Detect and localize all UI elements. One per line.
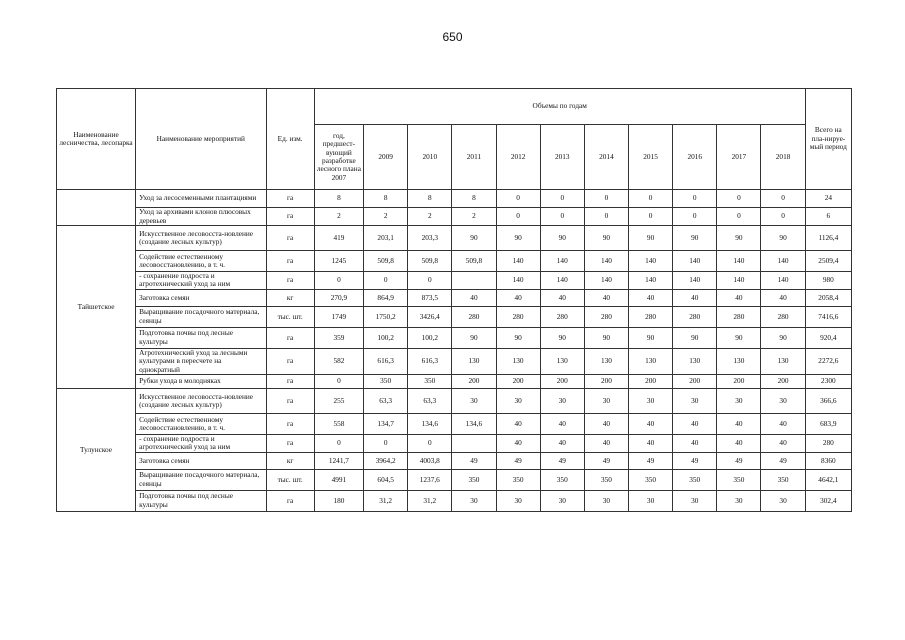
unit-cell: га [266,413,314,434]
value-cell: 49 [584,452,628,469]
value-cell: 8 [452,190,496,208]
value-cell: 49 [761,452,805,469]
value-cell: 40 [584,413,628,434]
value-cell: 180 [314,490,363,511]
value-cell: 203,3 [408,226,452,251]
value-cell: 90 [761,226,805,251]
header-year: 2014 [584,125,628,190]
value-cell: 0 [496,190,540,208]
value-cell: 0 [717,208,761,226]
value-cell: 359 [314,327,363,348]
value-cell: 280 [673,306,717,327]
value-cell: 90 [584,226,628,251]
value-cell: 1245 [314,251,363,272]
value-cell: 0 [761,190,805,208]
value-cell: 873,5 [408,289,452,306]
table-row [57,306,852,327]
value-cell: 280 [496,306,540,327]
value-cell: 90 [496,327,540,348]
value-cell: 63,3 [364,388,408,413]
header-year: 2012 [496,125,540,190]
table-row [57,469,852,490]
value-cell: 100,2 [364,327,408,348]
unit-cell: га [266,226,314,251]
total-cell: 2272,6 [805,348,851,374]
value-cell: 0 [584,208,628,226]
value-cell: 616,3 [408,348,452,374]
value-cell: 130 [629,348,673,374]
header-year: 2010 [408,125,452,190]
value-cell: 4991 [314,469,363,490]
value-cell: 280 [452,306,496,327]
value-cell: 0 [673,190,717,208]
value-cell: 0 [314,374,363,388]
value-cell: 30 [673,388,717,413]
value-cell: 350 [496,469,540,490]
activity-name: Искусственное лесовосста-новление (создание лесных культур) [136,226,266,251]
value-cell: 134,6 [408,413,452,434]
value-cell: 2 [408,208,452,226]
total-cell: 920,4 [805,327,851,348]
value-cell: 90 [452,226,496,251]
table-row [57,289,852,306]
value-cell: 350 [673,469,717,490]
value-cell: 200 [717,374,761,388]
value-cell [452,272,496,290]
value-cell: 140 [629,251,673,272]
value-cell: 350 [629,469,673,490]
value-cell: 280 [629,306,673,327]
value-cell: 30 [629,388,673,413]
value-cell: 49 [540,452,584,469]
activity-name: Выращивание посадочного материала, сеянцы [136,469,266,490]
value-cell: 134,6 [452,413,496,434]
value-cell: 30 [761,490,805,511]
value-cell: 200 [629,374,673,388]
value-cell: 30 [496,490,540,511]
total-cell: 1126,4 [805,226,851,251]
table-row [57,190,852,208]
value-cell: 30 [540,490,584,511]
activity-name: Подготовка почвы под лесные культуры [136,490,266,511]
total-cell: 980 [805,272,851,290]
total-cell: 280 [805,434,851,452]
total-cell: 4642,1 [805,469,851,490]
value-cell: 63,3 [408,388,452,413]
value-cell: 0 [540,208,584,226]
value-cell: 509,8 [364,251,408,272]
table-row [57,434,852,452]
value-cell: 1749 [314,306,363,327]
value-cell: 40 [761,434,805,452]
value-cell: 140 [496,272,540,290]
value-cell: 40 [629,434,673,452]
total-cell: 683,9 [805,413,851,434]
value-cell: 280 [761,306,805,327]
value-cell: 30 [496,388,540,413]
value-cell: 2 [314,208,363,226]
table-row [57,388,852,413]
value-cell: 2 [452,208,496,226]
unit-cell: га [266,272,314,290]
value-cell: 134,7 [364,413,408,434]
value-cell: 30 [629,490,673,511]
value-cell: 0 [540,190,584,208]
header-forestry: Наименование лесничества, лесопарка [57,89,136,190]
value-cell: 90 [452,327,496,348]
value-cell: 30 [452,388,496,413]
value-cell: 40 [540,413,584,434]
value-cell: 558 [314,413,363,434]
value-cell: 49 [673,452,717,469]
value-cell: 255 [314,388,363,413]
value-cell: 200 [452,374,496,388]
total-cell: 6 [805,208,851,226]
value-cell: 0 [761,208,805,226]
value-cell: 90 [496,226,540,251]
value-cell: 8 [364,190,408,208]
value-cell: 40 [761,413,805,434]
total-cell: 366,6 [805,388,851,413]
value-cell: 3964,2 [364,452,408,469]
value-cell: 30 [761,388,805,413]
value-cell: 30 [717,388,761,413]
value-cell: 40 [717,434,761,452]
unit-cell: га [266,208,314,226]
value-cell: 90 [540,327,584,348]
table-row [57,413,852,434]
value-cell: 130 [496,348,540,374]
value-cell: 90 [673,226,717,251]
value-cell: 0 [629,190,673,208]
value-cell: 30 [540,388,584,413]
value-cell: 40 [761,289,805,306]
value-cell: 350 [540,469,584,490]
value-cell: 200 [540,374,584,388]
table-row [57,452,852,469]
value-cell: 140 [496,251,540,272]
header-year: 2009 [364,125,408,190]
value-cell: 0 [629,208,673,226]
value-cell: 130 [717,348,761,374]
forestry-name: Тайшетское [57,226,136,389]
table-row [57,208,852,226]
value-cell: 0 [364,434,408,452]
value-cell: 0 [314,272,363,290]
table-row [57,272,852,290]
value-cell: 130 [584,348,628,374]
value-cell: 40 [452,289,496,306]
header-total: Всего на пла-нируе-мый период [805,89,851,190]
value-cell: 1750,2 [364,306,408,327]
unit-cell: га [266,434,314,452]
value-cell: 616,3 [364,348,408,374]
total-cell: 302,4 [805,490,851,511]
value-cell: 0 [314,434,363,452]
unit-cell: га [266,490,314,511]
unit-cell: тыс. шт. [266,469,314,490]
value-cell: 40 [496,289,540,306]
activity-name: Выращивание посадочного материала, сеянцы [136,306,266,327]
total-cell: 8360 [805,452,851,469]
value-cell: 40 [673,289,717,306]
value-cell: 90 [540,226,584,251]
value-cell: 0 [717,190,761,208]
value-cell: 31,2 [408,490,452,511]
page-number: 650 [442,30,463,44]
header-year: 2016 [673,125,717,190]
value-cell: 604,5 [364,469,408,490]
value-cell: 4003,8 [408,452,452,469]
value-cell: 8 [314,190,363,208]
value-cell: 140 [761,272,805,290]
activity-name: Агротехнический уход за лесными культурами в пересчете на однократный [136,348,266,374]
table-row [57,374,852,388]
value-cell [452,434,496,452]
value-cell: 140 [673,272,717,290]
value-cell: 130 [673,348,717,374]
table-row [57,348,852,374]
value-cell: 40 [496,434,540,452]
value-cell: 509,8 [408,251,452,272]
unit-cell: га [266,348,314,374]
value-cell: 40 [496,413,540,434]
value-cell: 509,8 [452,251,496,272]
value-cell: 280 [540,306,584,327]
value-cell: 0 [408,434,452,452]
value-cell: 864,9 [364,289,408,306]
value-cell: 49 [496,452,540,469]
header-activity: Наименование мероприятий [136,89,266,190]
value-cell: 140 [584,251,628,272]
table-row [57,251,852,272]
table-row [57,490,852,511]
value-cell: 90 [717,226,761,251]
value-cell: 31,2 [364,490,408,511]
value-cell: 30 [717,490,761,511]
value-cell: 140 [629,272,673,290]
value-cell: 350 [364,374,408,388]
value-cell: 30 [584,388,628,413]
value-cell: 49 [717,452,761,469]
value-cell: 30 [673,490,717,511]
activity-name: Рубки ухода в молодняках [136,374,266,388]
value-cell: 40 [584,289,628,306]
header-volumes: Объемы по годам [314,89,805,125]
value-cell: 40 [540,289,584,306]
value-cell: 140 [540,251,584,272]
value-cell: 200 [496,374,540,388]
value-cell: 350 [584,469,628,490]
value-cell: 280 [584,306,628,327]
value-cell: 90 [673,327,717,348]
value-cell: 140 [717,272,761,290]
unit-cell: га [266,374,314,388]
value-cell: 280 [717,306,761,327]
unit-cell: га [266,190,314,208]
table-row [57,327,852,348]
value-cell: 0 [364,272,408,290]
activity-name: Содействие естественному лесовосстановлению, в т. ч. [136,251,266,272]
header-prev-year: год, предшест-вующий разработке лесного плана 2007 [314,125,363,190]
unit-cell: тыс. шт. [266,306,314,327]
value-cell: 140 [584,272,628,290]
value-cell: 0 [673,208,717,226]
value-cell: 130 [761,348,805,374]
total-cell: 2509,4 [805,251,851,272]
unit-cell: га [266,388,314,413]
value-cell: 40 [673,413,717,434]
header-year: 2013 [540,125,584,190]
value-cell: 1237,6 [408,469,452,490]
header-year: 2015 [629,125,673,190]
value-cell: 49 [629,452,673,469]
total-cell: 2058,4 [805,289,851,306]
total-cell: 24 [805,190,851,208]
activity-name: Искусственное лесовосста-новление (создание лесных культур) [136,388,266,413]
value-cell: 40 [584,434,628,452]
value-cell: 200 [761,374,805,388]
value-cell: 140 [717,251,761,272]
value-cell: 90 [761,327,805,348]
value-cell: 203,1 [364,226,408,251]
value-cell: 270,9 [314,289,363,306]
header-unit: Ед. изм. [266,89,314,190]
value-cell: 140 [761,251,805,272]
value-cell: 0 [584,190,628,208]
value-cell: 3426,4 [408,306,452,327]
value-cell: 90 [629,226,673,251]
unit-cell: га [266,251,314,272]
value-cell: 49 [452,452,496,469]
value-cell: 100,2 [408,327,452,348]
activity-name: - сохранение подроста и агротехнический уход за ним [136,434,266,452]
value-cell: 350 [761,469,805,490]
value-cell: 0 [496,208,540,226]
value-cell: 90 [717,327,761,348]
value-cell: 40 [540,434,584,452]
activity-name: Заготовка семян [136,452,266,469]
activity-name: Содействие естественному лесовосстановлению, в т. ч. [136,413,266,434]
activity-name: - сохранение подроста и агротехнический уход за ним [136,272,266,290]
activity-name: Уход за лесосеменными плантациями [136,190,266,208]
total-cell: 7416,6 [805,306,851,327]
unit-cell: кг [266,452,314,469]
value-cell: 350 [717,469,761,490]
value-cell: 350 [408,374,452,388]
value-cell: 350 [452,469,496,490]
value-cell: 1241,7 [314,452,363,469]
value-cell: 40 [629,413,673,434]
value-cell: 40 [717,413,761,434]
value-cell: 30 [584,490,628,511]
value-cell: 419 [314,226,363,251]
value-cell: 130 [452,348,496,374]
activity-name: Уход за архивами клонов плюсовых деревьев [136,208,266,226]
header-year: 2011 [452,125,496,190]
value-cell: 200 [673,374,717,388]
forest-plan-table [56,88,852,512]
forestry-name [57,190,136,226]
value-cell: 2 [364,208,408,226]
value-cell: 40 [629,289,673,306]
total-cell: 2300 [805,374,851,388]
value-cell: 90 [584,327,628,348]
table-row [57,226,852,251]
value-cell: 130 [540,348,584,374]
value-cell: 0 [408,272,452,290]
unit-cell: га [266,327,314,348]
header-year: 2018 [761,125,805,190]
value-cell: 8 [408,190,452,208]
activity-name: Подготовка почвы под лесные культуры [136,327,266,348]
forestry-name: Тулунское [57,388,136,511]
value-cell: 582 [314,348,363,374]
value-cell: 200 [584,374,628,388]
value-cell: 40 [673,434,717,452]
activity-name: Заготовка семян [136,289,266,306]
unit-cell: кг [266,289,314,306]
value-cell: 140 [673,251,717,272]
value-cell: 90 [629,327,673,348]
value-cell: 30 [452,490,496,511]
header-year: 2017 [717,125,761,190]
value-cell: 140 [540,272,584,290]
value-cell: 40 [717,289,761,306]
